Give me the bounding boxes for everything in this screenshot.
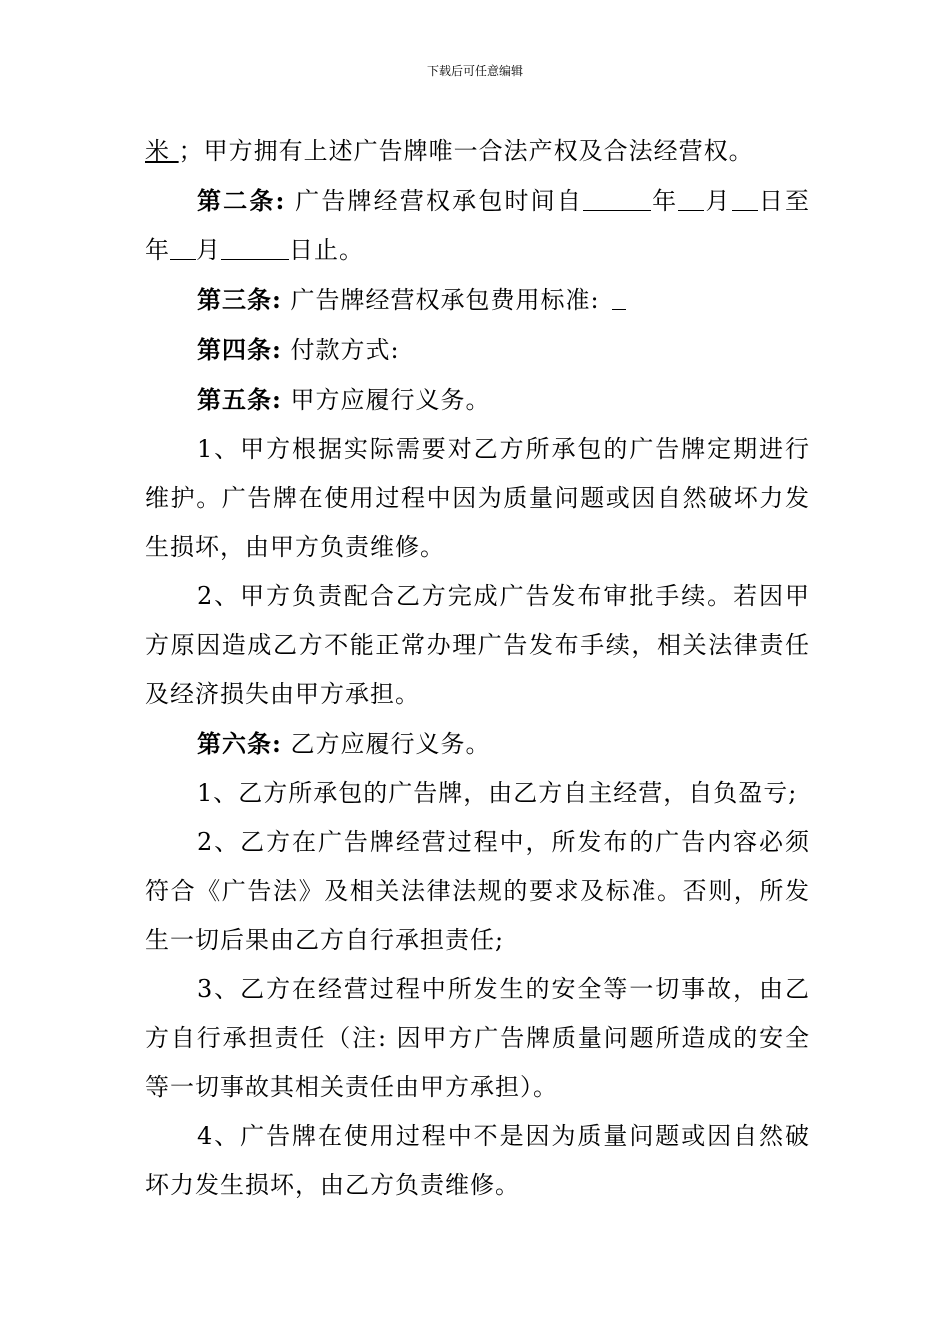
article-6-item: 2、乙方在广告牌经营过程中，所发布的广告内容必须符合《广告法》及相关法律法规的要求及标准。否则，所发生一切后果由乙方自行承担责任; [145,828,810,954]
blank-end-day[interactable] [221,233,289,260]
article-5-label: 第五条: [197,385,282,414]
article-6-item: 4、广告牌在使用过程中不是因为质量问题或因自然破坏力发生损坏，由乙方负责维修。 [145,1122,810,1199]
blank-start-day[interactable] [732,184,758,211]
article-5-text: 甲方应履行义务。 [281,386,491,414]
article-6-item: 1、乙方所承包的广告牌，由乙方自主经营，自负盈亏; [197,779,798,807]
article-6-item: 3、乙方在经营过程中所发生的安全等一切事故，由乙方自行承担责任（注: 因甲方广告牌质量问题所造成的安全等一切事故其相关责任由甲方承担）。 [145,975,810,1101]
article-6-label: 第六条: [197,729,282,758]
article-2-text-1: 广告牌经营权承包时间自 [285,187,583,215]
blank-start-year[interactable] [583,184,651,211]
blank-end-month[interactable] [170,233,196,260]
article-2-text-2: 年 [651,187,679,215]
page-header: 下载后可任意编辑 [426,64,523,78]
document-body [145,127,810,1210]
article-4-label: 第四条: [197,335,282,364]
article-4 [145,325,810,375]
article-2-text-3: 月 [704,187,732,215]
article-2-text-5: 月 [196,236,221,264]
article-3 [145,275,810,325]
article-2-text-6: 日止。 [289,236,364,264]
paragraph-ownership [145,127,810,176]
ownership-text: ；甲方拥有上述广告牌唯一合法产权及合法经营权。 [178,137,754,165]
article-4-text: 付款方式: [281,336,400,364]
article-3-text: 广告牌经营权承包费用标准: [281,286,609,314]
article-2-text-4: 日至年 [145,187,811,264]
blank-start-month[interactable] [678,184,704,211]
article-6-text: 乙方应履行义务。 [281,730,491,758]
article-5-item: 2、甲方负责配合乙方完成广告发布审批手续。若因甲方原因造成乙方不能正常办理广告发布手续，相关法律责任及经济损失由甲方承担。 [145,582,810,708]
article-3-label: 第三条: [197,285,282,314]
underlined-unit: 米 [145,137,179,165]
blank-fee[interactable] [612,283,626,310]
article-5-item: 1、甲方根据实际需要对乙方所承包的广告牌定期进行维护。广告牌在使用过程中因为质量问题或因自然破坏力发生损坏，由甲方负责维修。 [145,435,810,561]
article-2 [145,176,810,275]
article-2-label: 第二条: [197,186,286,215]
article-5 [145,375,810,425]
article-6 [145,719,810,769]
